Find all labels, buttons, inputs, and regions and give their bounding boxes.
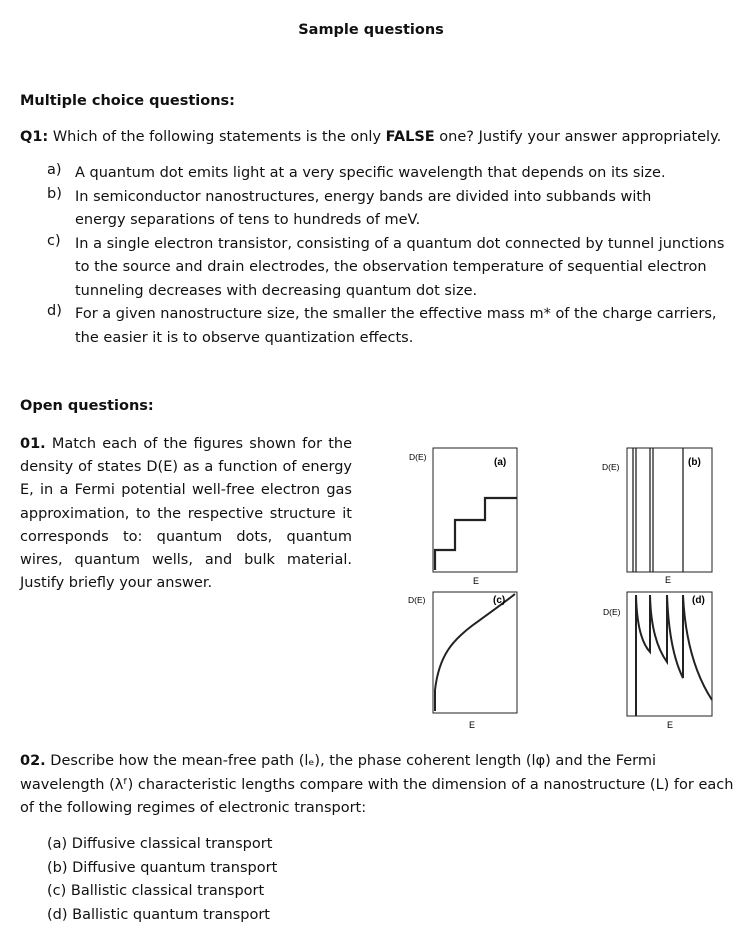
mcq-heading: Multiple choice questions: [20,93,235,109]
xlabel-b: E [665,575,672,585]
xlabel-a: E [473,576,480,586]
option-text: For a given nanostructure size, the smaller the effective mass m* of the charge carriers, the easier it is to observe quantization effects. [75,306,717,346]
option-text: A quantum dot emits light at a very specific wavelength that depends on its size. [75,165,666,181]
option-label: b) [47,185,62,202]
option-a [47,162,727,186]
transport-regimes [47,833,277,927]
q1-false-emphasis: FALSE [385,129,435,145]
regime-item: (b) Diffusive quantum transport [47,859,278,876]
open-heading: Open questions: [20,398,154,414]
option-label: d) [47,303,62,319]
option-label: a) [47,162,62,178]
panel-label-c: (c) [493,595,506,606]
regime-item: (d) Ballistic quantum transport [47,906,270,923]
q1-label: Q1: [20,129,49,145]
oq2-text: Describe how the mean-free path (lₑ), the phase coherent length (lφ) and the Fermi wavelength (λᶠ) characteristic lengths compare with the dimension of a nanostructure (L) for each of the following regimes of electronic transport: [20,753,734,816]
oq2-label: 02. [20,753,46,769]
panel-label-b: (b) [688,457,701,468]
xlabel-c: E [469,720,476,730]
option-label: c) [47,232,61,249]
oq1-text: Match each of the figures shown for the density of states D(E) as a function of energy E, in a Fermi potential well-free electron gas approximation, to the respective structure it corresponds to: quantum dots, quantum wires, quantum wells, and bulk material. Justify briefly your answer. [20,436,352,592]
dos-figures [395,440,735,740]
oq1-label: 01. [20,436,46,452]
q1-text-after: one? Justify your answer appropriately. [434,129,722,145]
regime-item: (a) Diffusive classical transport [47,836,273,852]
panel-c [408,592,517,730]
q1-text-before: Which of the following statements is the only [48,129,386,145]
regime-item: (c) Ballistic classical transport [47,883,265,899]
panel-label-a: (a) [494,457,507,468]
ylabel-c: D(E) [408,595,426,605]
open-question-2 [20,750,735,821]
open-question-1 [20,433,352,595]
panel-label-d: (d) [692,595,705,606]
option-c [47,233,727,304]
panel-a [409,448,517,586]
ylabel-a: D(E) [409,452,427,462]
option-text: In a single electron transistor, consisting of a quantum dot connected by tunnel junctions to the source and drain electrodes, the observation temperature of sequential electron tunneling decreases with decreasing quantum dot size. [75,235,725,299]
option-d [47,303,727,350]
mcq-options [47,162,727,350]
ylabel-b: D(E) [602,462,620,472]
option-text: In semiconductor nanostructures, energy bands are divided into subbands with energy separations of tens to hundreds of meV. [75,188,652,228]
panel-d [603,592,712,730]
xlabel-d: E [667,720,674,730]
ylabel-d: D(E) [603,607,621,617]
page-title: Sample questions [298,22,444,38]
panel-b [602,448,712,585]
mcq-question-1 [20,129,721,145]
option-b [47,186,697,233]
